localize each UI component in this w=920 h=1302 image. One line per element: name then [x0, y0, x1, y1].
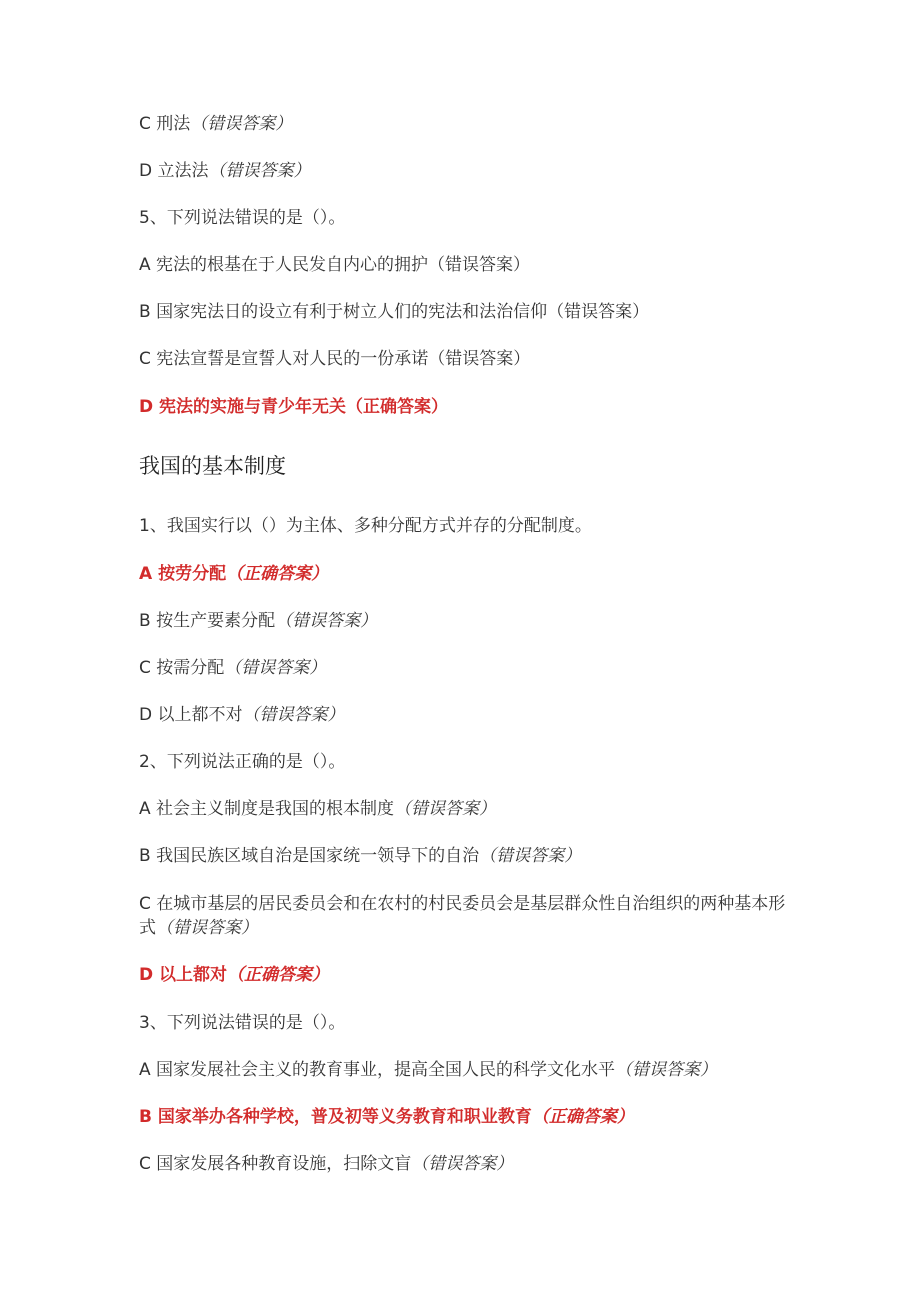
option-letter: B	[139, 302, 151, 322]
answer-tag: （错误答案）	[156, 918, 258, 938]
option-text: 以上都对	[159, 965, 228, 985]
option-letter: D	[139, 161, 153, 181]
q3-option-a	[139, 1058, 799, 1082]
option-letter: C	[139, 1154, 151, 1174]
question-3: 3、下列说法错误的是（）。	[139, 1013, 346, 1033]
option-text: 国家发展社会主义的教育事业，提高全国人民的科学文化水平	[156, 1060, 616, 1080]
option-letter: C	[139, 658, 151, 678]
option-text: 宪法的根基在于人民发自内心的拥护（错误答案）	[156, 255, 531, 275]
q5-option-a	[139, 253, 799, 277]
option-text: 国家宪法日的设立有利于树立人们的宪法和法治信仰（错误答案）	[156, 302, 650, 322]
option-d-legislation-law	[139, 159, 799, 183]
option-letter: B	[139, 1107, 152, 1127]
option-text: 按生产要素分配	[156, 611, 276, 631]
question-1: 1、我国实行以（）为主体、多种分配方式并存的分配制度。	[139, 516, 592, 536]
answer-tag: （错误答案）	[479, 846, 582, 866]
q2-option-d-correct	[139, 963, 799, 987]
answer-tag: （错误答案）	[394, 799, 497, 819]
option-text: 刑法	[156, 114, 191, 134]
option-letter: D	[139, 397, 154, 417]
q1-option-d	[139, 703, 799, 727]
q1-option-a-correct	[139, 562, 799, 586]
option-text: 宪法宣誓是宣誓人对人民的一份承诺（错误答案）	[156, 349, 531, 369]
answer-tag: （正确答案）	[531, 1107, 634, 1127]
option-letter: B	[139, 611, 151, 631]
option-letter: B	[139, 846, 151, 866]
option-text: 社会主义制度是我国的根本制度	[156, 799, 395, 819]
option-text: 宪法的实施与青少年无关（正确答案）	[159, 397, 449, 417]
option-letter: C	[139, 894, 151, 914]
answer-tag: （错误答案）	[208, 161, 311, 181]
option-text: 我国民族区域自治是国家统一领导下的自治	[156, 846, 480, 866]
answer-tag: （错误答案）	[242, 705, 345, 725]
option-letter: D	[139, 705, 153, 725]
section-heading: 我国的基本制度	[139, 454, 286, 478]
option-text: 立法法	[157, 161, 209, 181]
option-text: 国家发展各种教育设施，扫除文盲	[156, 1154, 412, 1174]
q2-option-c	[139, 892, 799, 940]
q5-option-b	[139, 300, 799, 324]
q3-option-b-correct	[139, 1105, 799, 1129]
answer-tag: （错误答案）	[224, 658, 327, 678]
q2-option-a	[139, 797, 799, 821]
option-letter: C	[139, 349, 151, 369]
option-c-criminal-law	[139, 112, 799, 136]
q1-option-c	[139, 656, 799, 680]
q2-option-b	[139, 844, 799, 868]
answer-tag: （正确答案）	[226, 564, 329, 584]
option-text: 按劳分配	[158, 564, 227, 584]
option-letter: A	[139, 799, 151, 819]
option-letter: C	[139, 114, 151, 134]
answer-tag: （错误答案）	[190, 114, 293, 134]
option-text: 按需分配	[156, 658, 225, 678]
q5-option-d-correct	[139, 395, 799, 419]
option-letter: D	[139, 965, 154, 985]
option-text: 在城市基层的居民委员会和在农村的村民委员会是基层群众性自治组织的两种基本形式	[139, 894, 786, 938]
question-2: 2、下列说法正确的是（）。	[139, 752, 346, 772]
answer-tag: （错误答案）	[275, 611, 378, 631]
option-letter: A	[139, 564, 153, 584]
question-5: 5、下列说法错误的是（）。	[139, 208, 346, 228]
option-letter: A	[139, 1060, 151, 1080]
option-text: 以上都不对	[157, 705, 243, 725]
option-letter: A	[139, 255, 151, 275]
q1-option-b	[139, 609, 799, 633]
answer-tag: （错误答案）	[615, 1060, 718, 1080]
answer-tag: （正确答案）	[227, 965, 330, 985]
answer-tag: （错误答案）	[411, 1154, 514, 1174]
option-text: 国家举办各种学校，普及初等义务教育和职业教育	[157, 1107, 532, 1127]
q5-option-c	[139, 347, 799, 371]
q3-option-c	[139, 1152, 799, 1176]
